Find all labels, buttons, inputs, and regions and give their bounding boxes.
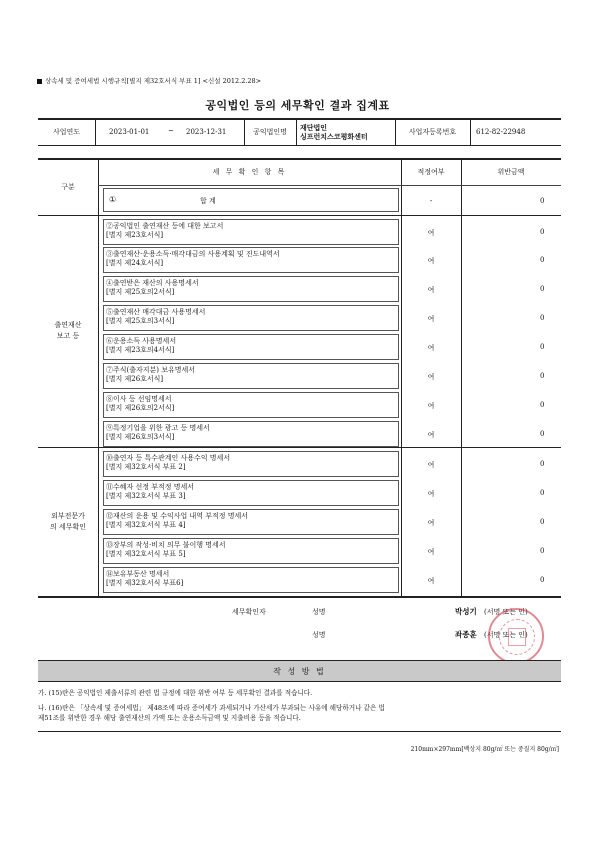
instructions-heading: 작 성 방 법 (38, 660, 561, 682)
item-amount: 0 (540, 314, 545, 322)
item-form-reference: [별지 제32호서식 부표 5] (106, 550, 186, 558)
item-status: 여 (427, 257, 435, 265)
total-number: ① (109, 195, 117, 204)
item-title: ⑪수혜자 선정 부적정 명세서 (106, 483, 195, 491)
item-row-text (106, 337, 396, 355)
confirmer-label: 세무확인자 (232, 608, 266, 616)
item-form-reference: [별지 제23호의4서식] (106, 346, 175, 354)
org-name-line2: 싱프런치스코평화센터 (300, 132, 368, 141)
group-external-line1: 외부전문가 (51, 511, 85, 520)
item-status: 여 (427, 548, 435, 556)
item-title: ⑤출연재산 매각대금 사용명세서 (106, 308, 206, 316)
period-start: 2023-01-01 (109, 128, 150, 136)
item-title: ⑨특정기업을 위한 광고 등 명세서 (106, 424, 210, 432)
signer1-sign-hint: (서명 또는 인) (484, 608, 528, 616)
item-form-reference: [별지 제32호서식 부표6] (106, 579, 184, 587)
item-row-text (106, 424, 396, 442)
item-amount: 0 (540, 460, 545, 468)
item-title: ③출연재산·운용소득·매각대금의 사용계획 및 진도내역서 (106, 250, 280, 258)
item-row-text (106, 483, 396, 501)
group-external-label (38, 447, 98, 596)
instruction-note-1: 가. (15)란은 공익법인 제출서류의 관련 법 규정에 대한 위반 여부 등 세무확인 결과를 적습니다. (38, 689, 313, 697)
page-title: 공익법인 등의 세무확인 결과 집계표 (205, 99, 390, 112)
item-title: ⑩출연자 등 특수관계인 사용수익 명세서 (106, 454, 231, 462)
item-status: 여 (427, 373, 435, 381)
item-amount: 0 (540, 401, 545, 409)
item-status: 여 (427, 519, 435, 527)
group-report-line1: 출연재산 (54, 321, 82, 329)
item-form-reference: [별지 제32호서식 부표 3] (106, 492, 186, 500)
signer2-sign-hint: (서명 또는 인) (484, 631, 528, 639)
item-status: 여 (427, 490, 435, 498)
item-row-text (106, 454, 396, 472)
org-name-label: 공익법인명 (253, 127, 287, 136)
item-row-text (106, 222, 396, 240)
item-amount: 0 (540, 547, 545, 555)
item-row-text (106, 512, 396, 530)
group-report-label (38, 215, 98, 447)
form-reference-text: 상속세 및 증여세법 시행규칙[별지 제32호서식 부표 1] <신설 2012.2.28> (45, 77, 262, 85)
item-title: ②공익법인 출연재산 등에 대한 보고서 (106, 222, 224, 230)
item-status: 여 (427, 315, 435, 323)
item-status: 여 (427, 461, 435, 469)
items-header: 세 무 확 인 항 목 (212, 167, 287, 176)
item-amount: 0 (540, 228, 545, 236)
form-reference-note (37, 76, 261, 85)
org-name-line1: 재단법인 (300, 123, 328, 132)
item-form-reference: [별지 제26호의3서식] (106, 433, 175, 441)
item-row-text (106, 250, 396, 268)
square-bullet-icon (37, 79, 42, 84)
item-row-text (106, 570, 396, 588)
item-form-reference: [별지 제32호서식 부표 4] (106, 521, 186, 529)
item-row-text (106, 541, 396, 559)
item-form-reference: [별지 제23호서식] (106, 231, 164, 239)
item-form-reference: [별지 제26호의2서식] (106, 404, 175, 412)
item-form-reference: [별지 제24호서식] (106, 259, 164, 267)
instruction-note-2-line2: 제51조를 위반한 경우 해당 출연재산의 가액 또는 운용소득금액 및 지출비용 등을 적습니다. (38, 714, 301, 722)
item-amount: 0 (540, 343, 545, 351)
item-amount: 0 (540, 518, 545, 526)
total-status: - (429, 197, 433, 205)
item-status: 여 (427, 431, 435, 439)
item-status: 여 (427, 402, 435, 410)
item-amount: 0 (540, 285, 545, 293)
status-header: 적정여부 (417, 167, 445, 176)
paper-spec: 210mm×297mm[백상지 80g/㎡ 또는 중질지 80g/㎡] (410, 746, 559, 753)
item-status: 여 (427, 286, 435, 294)
item-status: 여 (427, 229, 435, 237)
item-row-text (106, 279, 396, 297)
item-row-text (106, 366, 396, 384)
item-status: 여 (427, 577, 435, 585)
item-amount: 0 (540, 372, 545, 380)
item-amount: 0 (540, 576, 545, 584)
item-title: ⑧이사 등 선임명세서 (106, 395, 172, 403)
item-title: ⑦주식(출자지분) 보유명세서 (106, 366, 196, 374)
category-header: 구분 (61, 182, 75, 191)
item-form-reference: [별지 제25호의2서식] (106, 288, 175, 296)
item-amount: 0 (540, 256, 545, 264)
item-title: ⑬장부의 작성·비치 의무 불이행 명세서 (106, 541, 226, 549)
biz-number-label: 사업자등록번호 (408, 127, 457, 136)
fiscal-year-label: 사업연도 (52, 127, 81, 136)
item-row-text (106, 395, 396, 413)
signer2-name-label: 성명 (312, 631, 326, 639)
item-row-text (106, 308, 396, 326)
item-status: 여 (427, 344, 435, 352)
total-amount: 0 (540, 197, 545, 205)
period-end: 2023-12-31 (186, 128, 227, 136)
item-form-reference: [별지 제26호서식] (106, 375, 164, 383)
item-amount: 0 (540, 430, 545, 438)
item-form-reference: [별지 제25호의3서식] (106, 317, 175, 325)
item-title: ⑭보유부동산 명세서 (106, 570, 170, 578)
period-separator: ~ (168, 127, 174, 135)
item-form-reference: [별지 제32호서식 부표 2] (106, 463, 186, 471)
biz-number-value: 612-82-22948 (476, 128, 526, 136)
item-title: ⑥운용소득 사용명세서 (106, 337, 177, 345)
signer1-name-label: 성명 (312, 608, 326, 616)
item-title: ⑫재산의 운용 및 수익사업 내역 부적정 명세서 (106, 512, 249, 520)
signer2-name: 좌종훈 (455, 630, 477, 639)
official-seal-stamp (488, 608, 544, 664)
group-report-line2: 보고 등 (56, 332, 80, 340)
group-external-line2: 의 세무확인 (49, 522, 87, 531)
total-label: 합 계 (200, 197, 216, 205)
item-title: ④출연받은 재산의 사용명세서 (106, 279, 199, 287)
amount-header: 위반금액 (497, 167, 525, 176)
instruction-note-2-line1: 나. (16)란은 「상속세 및 증여세법」 제48조에 따라 증여세가 과세되거나 가산세가 부과되는 사유에 해당하거나 같은 법 (38, 704, 385, 712)
item-amount: 0 (540, 489, 545, 497)
total-row-box (103, 188, 399, 212)
signer1-name: 박성기 (455, 607, 477, 616)
